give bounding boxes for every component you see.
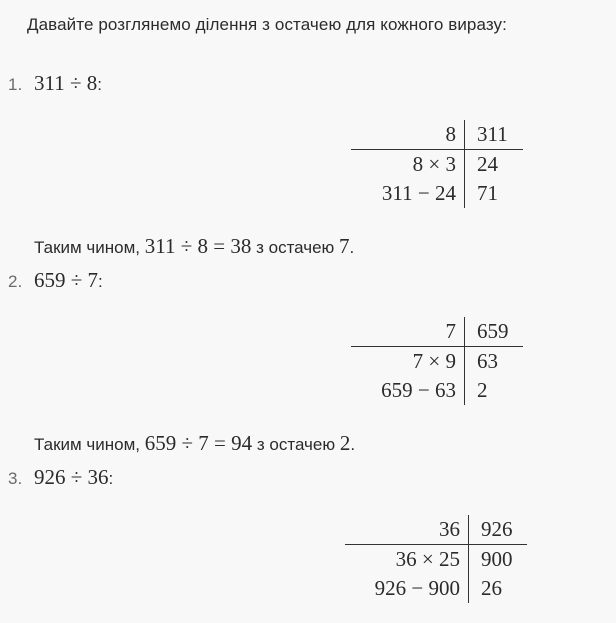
difference-cell: 2 <box>477 378 488 402</box>
intro-text: Давайте розглянемо ділення з остачею для кожного виразу: <box>27 15 507 34</box>
problem-3-heading <box>8 465 113 490</box>
summary-prefix: Таким чином, <box>34 238 141 257</box>
problem-2-division-table <box>351 317 523 405</box>
divisor-cell: 8 <box>351 120 465 150</box>
problem-1-expression: 311 ÷ 8 <box>34 71 98 95</box>
product-value-cell: 900 <box>481 547 513 571</box>
subtraction-cell: 659 − 63 <box>351 376 465 405</box>
difference-cell: 71 <box>477 181 498 205</box>
problem-1-heading <box>8 71 102 96</box>
problem-3-colon: : <box>108 469 114 488</box>
difference-cell: 26 <box>481 576 502 600</box>
summary-end: . <box>350 435 356 454</box>
product-value-cell: 63 <box>477 349 498 373</box>
divisor-cell: 7 <box>351 317 465 347</box>
product-cell: 7 × 9 <box>351 347 465 377</box>
problem-3-number: 3. <box>8 469 23 488</box>
subtraction-cell: 311 − 24 <box>351 179 465 208</box>
summary-end: . <box>349 238 355 257</box>
divisor-cell: 36 <box>345 515 469 545</box>
problem-3-expression: 926 ÷ 36 <box>34 465 109 489</box>
summary-equation: 311 ÷ 8 = 38 <box>144 234 252 258</box>
summary-remainder: 2 <box>339 431 351 455</box>
problem-1-summary <box>34 234 354 259</box>
summary-equation: 659 ÷ 7 = 94 <box>144 431 253 455</box>
problem-1-division-table <box>351 120 523 208</box>
summary-remainder: 7 <box>339 234 350 258</box>
problem-2-number: 2. <box>8 272 23 291</box>
problem-2-colon: : <box>98 272 103 291</box>
dividend-cell: 659 <box>465 317 524 347</box>
subtraction-cell: 926 − 900 <box>345 574 469 603</box>
product-cell: 8 × 3 <box>351 150 465 180</box>
summary-prefix: Таким чином, <box>34 435 141 454</box>
summary-middle: з остачею <box>256 435 336 454</box>
dividend-cell: 926 <box>469 515 528 545</box>
product-value-cell: 24 <box>477 152 498 176</box>
problem-1-number: 1. <box>8 75 23 94</box>
dividend-cell: 311 <box>465 120 524 150</box>
problem-2-expression: 659 ÷ 7 <box>34 268 99 292</box>
product-cell: 36 × 25 <box>345 545 469 575</box>
problem-2-heading <box>8 268 103 293</box>
problem-2-summary <box>34 431 355 456</box>
problem-3-division-table <box>345 515 527 603</box>
problem-1-colon: : <box>97 75 102 94</box>
summary-middle: з остачею <box>256 238 335 257</box>
